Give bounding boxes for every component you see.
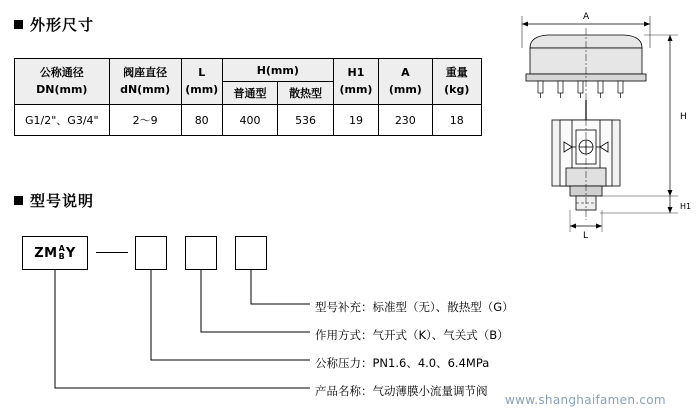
header-weight <box>432 59 481 105</box>
cell-h-heat: 536 <box>278 105 334 136</box>
header-h1 <box>333 59 378 105</box>
model-prefix-b: B <box>58 252 65 261</box>
header-seat-dn-line1: 阀座直径 <box>123 66 168 79</box>
valve-drawing-svg <box>500 8 696 238</box>
table-row <box>15 105 482 136</box>
header-seat-dn <box>109 59 181 105</box>
header-weight-line1: 重量 <box>445 66 468 79</box>
model-section-heading <box>14 190 94 211</box>
header-h1-line2: (mm) <box>339 82 373 96</box>
header-h-group: H(mm) <box>222 59 333 82</box>
model-prefix-a: A <box>58 244 65 253</box>
header-weight-line2: (kg) <box>444 82 470 96</box>
cell-seat-dn: 2～9 <box>109 105 181 136</box>
header-l-line2: (mm) <box>185 82 219 96</box>
header-a-line2: (mm) <box>388 82 422 96</box>
header-l-line1: L <box>198 66 206 79</box>
header-h-normal: 普通型 <box>222 82 278 105</box>
cell-l: 80 <box>181 105 222 136</box>
dimensions-section-title: 外形尺寸 <box>30 16 95 34</box>
model-prefix-zm: ZM <box>34 245 58 261</box>
model-legend-product: 产品名称：气动薄膜小流量调节阀 <box>315 384 488 398</box>
dimensions-table <box>14 58 482 136</box>
header-seat-dn-line2: dN(mm) <box>120 82 171 96</box>
bullet-square-icon <box>14 20 23 29</box>
model-prefix-y: Y <box>65 245 76 261</box>
header-dn <box>15 59 110 105</box>
valve-technical-drawing <box>500 8 696 238</box>
model-code-diagram <box>0 222 700 402</box>
site-watermark: www.shanghaifamen.com <box>505 393 666 407</box>
cell-weight: 18 <box>432 105 481 136</box>
table-header-row-1 <box>15 59 482 82</box>
header-dn-line2: DN(mm) <box>36 82 88 96</box>
header-dn-line1: 公称通径 <box>39 66 84 79</box>
cell-h1: 19 <box>333 105 378 136</box>
model-legend-action: 作用方式：气开式（K）、气关式（B） <box>315 328 509 342</box>
header-h1-line1: H1 <box>347 66 365 79</box>
drawing-label-h1: H1 <box>680 202 692 211</box>
cell-a: 230 <box>379 105 432 136</box>
bullet-square-icon <box>14 196 23 205</box>
cell-dn: G1/2"、G3/4" <box>15 105 110 136</box>
header-a <box>379 59 432 105</box>
model-legend-suffix: 型号补充：标准型（无）、散热型（G） <box>315 300 514 314</box>
cell-h-normal: 400 <box>222 105 278 136</box>
model-legend-pressure: 公称压力：PN1.6、4.0、6.4MPa <box>315 356 490 370</box>
header-h-heat: 散热型 <box>278 82 334 105</box>
header-a-line1: A <box>401 66 410 79</box>
model-section-title: 型号说明 <box>30 192 95 210</box>
drawing-label-a-top: A <box>583 12 590 22</box>
dimensions-section-heading <box>14 14 94 35</box>
drawing-label-h: H <box>680 112 687 122</box>
header-l <box>181 59 222 105</box>
drawing-label-l: L <box>583 231 589 238</box>
